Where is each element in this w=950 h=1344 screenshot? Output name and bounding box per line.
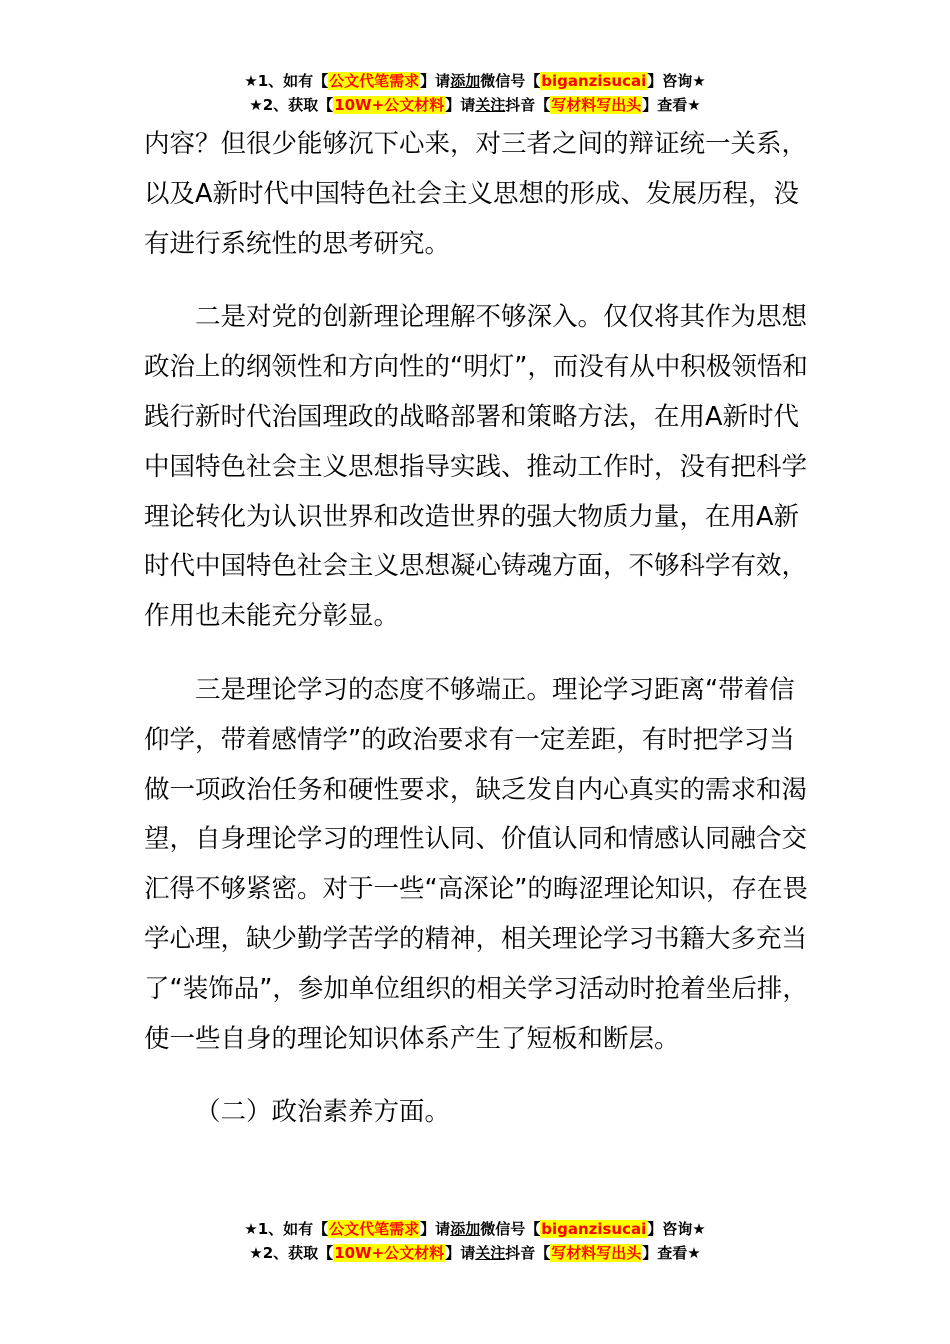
highlight-wechat-id: biganzisucai	[541, 72, 647, 90]
star-icon: ★	[244, 72, 258, 90]
banner-line-2: ★2、获取【10W+公文材料】请关注抖音【写材料写出头】查看★	[249, 96, 701, 114]
highlight-douyin-account: 写材料写出头	[551, 96, 642, 114]
section-heading: （二）政治素养方面。	[195, 1097, 451, 1128]
star-icon: ★	[249, 1244, 263, 1262]
header-banner	[0, 69, 950, 117]
highlight-materials: 10W+公文材料	[334, 1244, 445, 1262]
paragraph-continued: 内容？但很少能够沉下心来，对三者之间的辩证统一关系，以及A新时代中国特色社会主义思想的形成、发展历程，没有进行系统性的思考研究。	[144, 129, 808, 259]
highlight-materials: 10W+公文材料	[334, 96, 445, 114]
banner-line-1: ★1、如有【公文代笔需求】请添加微信号【biganzisucai】咨询★	[244, 72, 706, 90]
star-icon: ★	[249, 96, 263, 114]
banner-line-2: ★2、获取【10W+公文材料】请关注抖音【写材料写出头】查看★	[249, 1244, 701, 1262]
highlight-wechat-id: biganzisucai	[541, 1220, 647, 1238]
paragraph-point-two: 二是对党的创新理论理解不够深入。仅仅将其作为思想政治上的纲领性和方向性的“明灯”，而没有从中积极领悟和践行新时代治国理政的战略部署和策略方法，在用A新时代中国特色社会主义思想指导实践、推动工作时，没有把科学理论转化为认识世界和改造世界的强大物质力量，在用A新时代中国特色社会主义思想凝心铸魂方面，不够科学有效，作用也未能充分彰显。	[144, 302, 808, 632]
highlight-service: 公文代笔需求	[329, 1220, 420, 1238]
paragraph-point-three: 三是理论学习的态度不够端正。理论学习距离“带着信仰学，带着感情学”的政治要求有一定差距，有时把学习当做一项政治任务和硬性要求，缺乏发自内心真实的需求和渴望，自身理论学习的理性认同、价值认同和情感认同融合交汇得不够紧密。对于一些“高深论”的晦涩理论知识，存在畏学心理，缺少勤学苦学的精神，相关理论学习书籍大多充当了“装饰品”，参加单位组织的相关学习活动时抢着坐后排，使一些自身的理论知识体系产生了短板和断层。	[144, 674, 808, 1054]
star-icon: ★	[244, 1220, 258, 1238]
banner-line-1: ★1、如有【公文代笔需求】请添加微信号【biganzisucai】咨询★	[244, 1220, 706, 1238]
highlight-service: 公文代笔需求	[329, 72, 420, 90]
highlight-douyin-account: 写材料写出头	[551, 1244, 642, 1262]
document-body	[144, 120, 810, 1138]
footer-banner	[0, 1217, 950, 1265]
